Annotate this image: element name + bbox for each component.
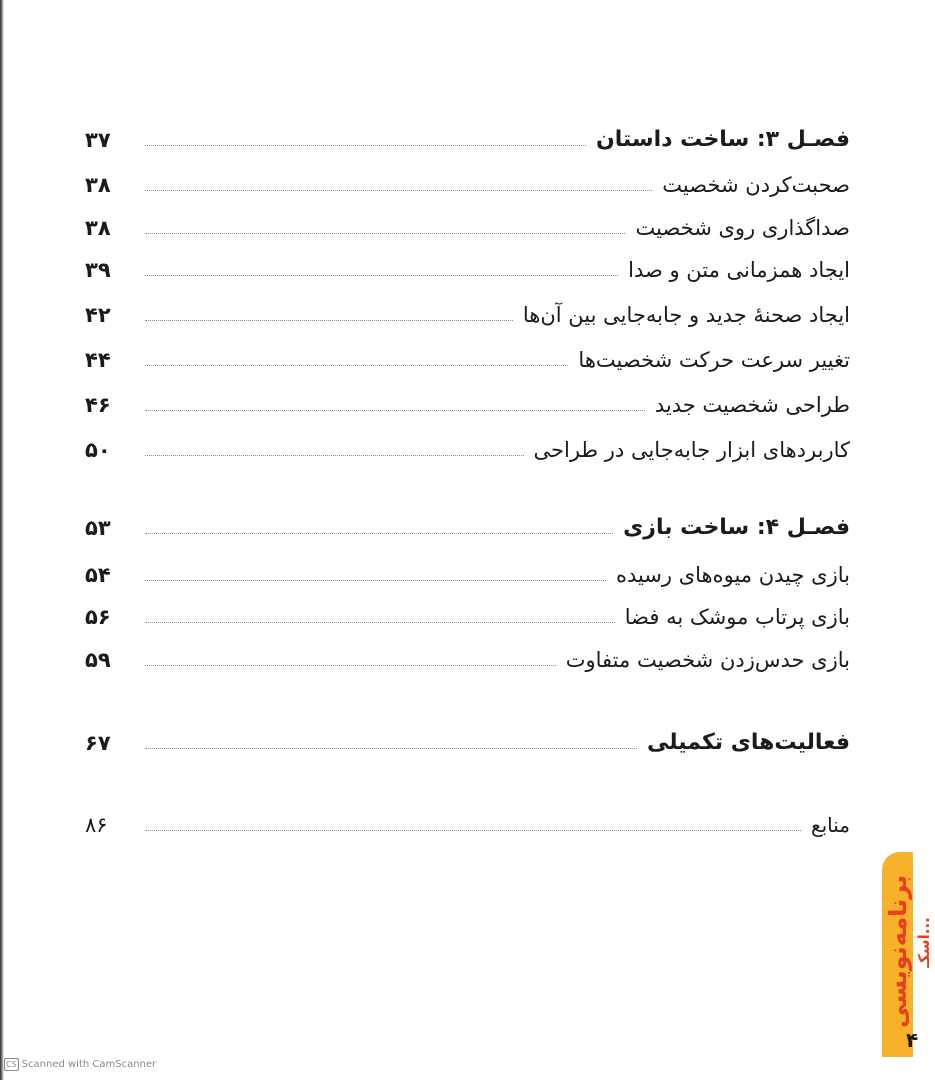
toc-entry-title: تغییر سرعت حرکت شخصیت‌ها — [578, 348, 850, 372]
dotted-leader — [145, 232, 625, 234]
toc-entry[interactable] — [85, 425, 850, 465]
toc-entry[interactable] — [85, 335, 850, 375]
toc-entry-page: ۳۷ — [85, 128, 111, 152]
toc-entry[interactable] — [85, 245, 850, 285]
toc-entry-title: بازی پرتاب موشک به فضا — [624, 605, 850, 629]
dotted-leader — [145, 319, 513, 321]
toc-entry[interactable] — [85, 380, 850, 420]
toc-entry-page: ۵۳ — [85, 516, 111, 540]
toc-entry-page: ۸۶ — [85, 813, 108, 837]
toc-entry-title: فعالیت‌های تکمیلی — [647, 730, 850, 755]
toc-entry-page: ۴۲ — [85, 303, 111, 327]
toc-entry[interactable] — [85, 160, 850, 200]
dotted-leader — [145, 579, 606, 581]
toc-entry-title: بازی چیدن میوه‌های رسیده — [615, 563, 850, 587]
side-tab-inner — [913, 852, 935, 1057]
dotted-leader — [145, 621, 615, 623]
toc-entry[interactable] — [85, 592, 850, 632]
toc-entry-page: ۶۷ — [85, 731, 111, 755]
page-number: ۴ — [906, 1028, 919, 1052]
side-tab-subtitle: اسکـ... — [915, 917, 933, 968]
toc-entry-page: ۵۴ — [85, 563, 111, 587]
toc-entry-title: ایجاد صحنهٔ جدید و جابه‌جایی بین آن‌ها — [522, 303, 850, 327]
dotted-leader — [145, 747, 637, 749]
toc-entry-title: بازی حدس‌زدن شخصیت متفاوت — [565, 648, 850, 672]
dotted-leader — [145, 829, 801, 831]
side-tab-title: برنامه‌نویسی — [884, 874, 912, 1028]
toc-sources[interactable] — [85, 800, 850, 840]
toc-entry[interactable] — [85, 290, 850, 330]
scanner-watermark-text: Scanned with CamScanner — [21, 1059, 157, 1070]
dotted-leader — [145, 364, 568, 366]
toc-entry-title: صداگذاری روی شخصیت — [635, 216, 850, 240]
toc-entry-page: ۳۹ — [85, 258, 111, 282]
dotted-leader — [145, 532, 613, 534]
toc-entry-page: ۴۶ — [85, 393, 111, 417]
toc-chapter-4-heading[interactable] — [85, 503, 850, 543]
toc-entry-page: ۵۹ — [85, 648, 111, 672]
toc-entry-title: طراحی شخصیت جدید — [654, 393, 850, 417]
toc-entry[interactable] — [85, 203, 850, 243]
toc-entry-page: ۳۸ — [85, 216, 111, 240]
dotted-leader — [145, 664, 556, 666]
dotted-leader — [145, 144, 586, 146]
toc-entry[interactable] — [85, 550, 850, 590]
toc-entry-page: ۴۴ — [85, 348, 111, 372]
dotted-leader — [145, 274, 618, 276]
toc-extras-heading[interactable] — [85, 718, 850, 758]
toc-entry-page: ۵۶ — [85, 605, 111, 629]
camscanner-logo-icon: CS — [6, 1060, 17, 1069]
toc-entry-title: صحبت‌کردن شخصیت — [662, 173, 850, 197]
book-title-side-tab — [882, 852, 935, 1057]
scanner-watermark — [4, 1058, 156, 1071]
toc-entry-title: کاربردهای ابزار جابه‌جایی در طراحی — [533, 438, 850, 462]
toc-entry-page: ۳۸ — [85, 173, 111, 197]
toc-chapter-3-heading[interactable] — [85, 115, 850, 155]
dotted-leader — [145, 454, 524, 456]
dotted-leader — [145, 409, 645, 411]
dotted-leader — [145, 189, 652, 191]
toc-entry-page: ۵۰ — [85, 438, 111, 462]
toc-entry[interactable] — [85, 635, 850, 675]
toc-entry-title: فصـل ۴: ساخت بازی — [623, 515, 850, 540]
toc-entry-title: ایجاد همزمانی متن و صدا — [628, 258, 850, 282]
toc-entry-title: فصـل ۳: ساخت داستان — [596, 127, 850, 152]
toc-entry-title: منابع — [810, 813, 850, 837]
